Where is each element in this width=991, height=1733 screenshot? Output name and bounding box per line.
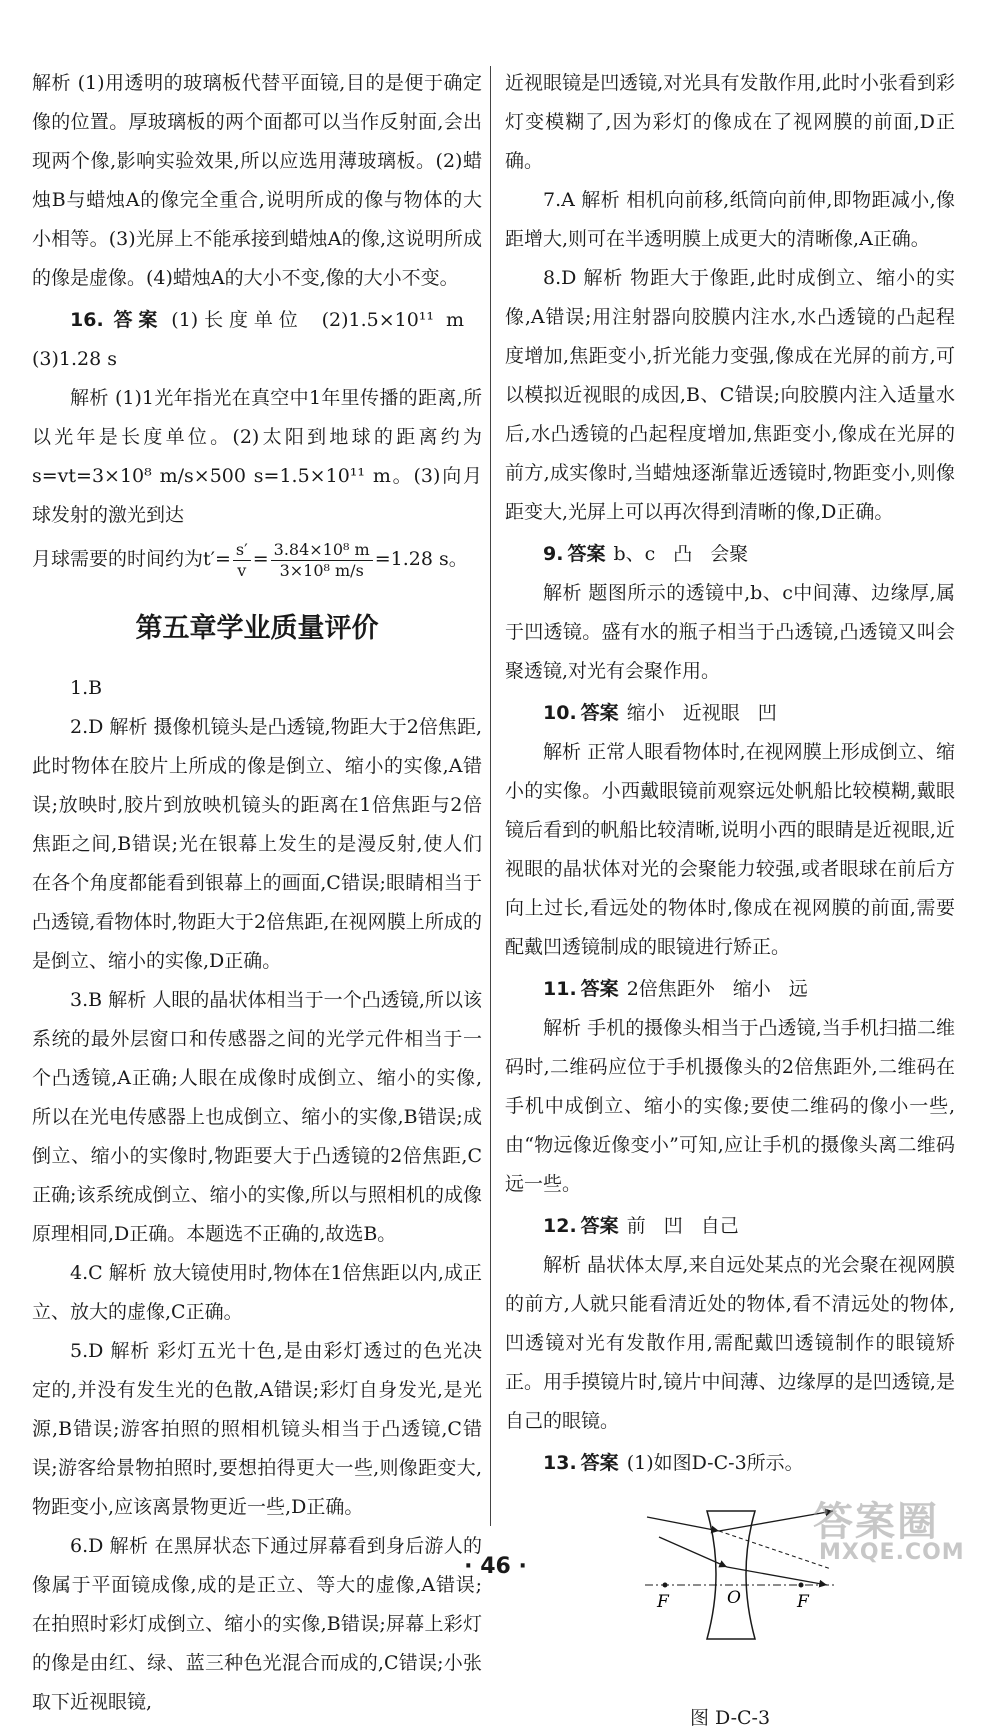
q5-answer: 5.D 解析 彩灯五光十色,是由彩灯透过的色光决定的,并没有发生光的色散,A错误;彩灯自身发光,是光源,B错误;游客拍照的照相机镜头相当于凸透镜,C错误;游客给景物拍照时,要想拍得更大一些,则像距变大,物距变小,应该离景物更近一些,D正确。 (32, 1340, 482, 1518)
watermark-en: MXQE.COM (819, 1540, 965, 1565)
label-f-left: F (657, 1592, 669, 1612)
column-divider (490, 66, 491, 1526)
chapter-title: 第五章学业质量评价 (135, 613, 379, 644)
watermark-logo (813, 1490, 963, 1570)
q16-answer: 16. 答案 (1)长度单位 (2)1.5×10¹¹ m(3)1.28 s (32, 309, 464, 370)
q8-answer: 8.D 解析 物距大于像距,此时成倒立、缩小的实像,A错误;用注射器向胶膜内注水,水凸透镜的凸起程度增加,焦距变小,折光能力变强,像成在光屏的前方,可以模拟近视眼的成因,B、C错误;向胶膜内注入适量水后,水凸透镜的凸起程度增加,焦距变小,像成在光屏的前方,成实像时,当蜡烛逐渐靠近透镜时,物距变小,则像距变大,光屏上可以再次得到清晰的像,D正确。 (505, 267, 955, 523)
q2-answer: 2.D 解析 摄像机镜头是凸透镜,物距大于2倍焦距,此时物体在胶片上所成的像是倒立、缩小的实像,A错误;放映时,胶片到放映机镜头的距离在1倍焦距与2倍焦距之间,B错误;光在银幕上发生的是漫反射,使人们在各个角度都能看到银幕上的画面,C错误;眼睛相当于凸透镜,看物体时,物距大于2倍焦距,在视网膜上所成的是倒立、缩小的实像,D正确。 (32, 716, 482, 972)
q16-analysis: 解析 (1)1光年指光在真空中1年里传播的距离,所以光年是长度单位。(2)太阳到地球的距离约为s=vt=3×10⁸ m/s×500 s=1.5×10¹¹ m。(3)向月球发射的激光到达 (32, 387, 482, 526)
q16-formula: 月球需要的时间约为t′= $\frac{s'}{v}$ = $\frac{\text{3.84×10⁸ m}}{\text{3×10⁸ m/s}}$ =1.28 s。 (32, 539, 468, 580)
label-o: O (727, 1588, 741, 1608)
q12-answer: 12. 答案 前 凹 自己 (543, 1215, 739, 1237)
q10-answer: 10. 答案 缩小 近视眼 凹 (543, 702, 777, 724)
fraction-s-over-v: $\frac{s'}{v}$ (233, 540, 251, 581)
q6-continued: 近视眼镜是凹透镜,对光具有发散作用,此时小张看到彩灯变模糊了,因为彩灯的像成在了视网膜的前面,D正确。 (505, 72, 955, 172)
q9-answer: 9. 答案 b、c 凸 会聚 (543, 543, 749, 565)
analysis-q15-text: 解析 (1)用透明的玻璃板代替平面镜,目的是便于确定像的位置。厚玻璃板的两个面都可以当作反射面,会出现两个像,影响实验效果,所以应选用薄玻璃板。(2)蜡烛B与蜡烛A的像完全重合,说明所成的像与物体的大小相等。(3)光屏上不能承接到蜡烛A的像,这说明所成的像是虚像。(4)蜡烛A的大小不变,像的大小不变。 (32, 72, 482, 289)
right-column (505, 64, 955, 1733)
q13-answer: 13. 答案 (1)如图D-C-3所示。 (543, 1452, 804, 1474)
q9-analysis: 解析 题图所示的透镜中,b、c中间薄、边缘厚,属于凹透镜。盛有水的瓶子相当于凸透镜,凸透镜又叫会聚透镜,对光有会聚作用。 (505, 582, 955, 682)
page-number: · 46 · (464, 1554, 527, 1579)
incident-ray-1 (647, 1517, 719, 1531)
figure-caption: 图 D-C-3 (689, 1707, 771, 1729)
focal-point-left (663, 1583, 668, 1588)
q4-answer: 4.C 解析 放大镜使用时,物体在1倍焦距以内,成正立、放大的虚像,C正确。 (32, 1262, 482, 1323)
left-column (32, 64, 482, 1722)
q11-answer: 11. 答案 2倍焦距外 缩小 远 (543, 978, 808, 1000)
q11-analysis: 解析 手机的摄像头相当于凸透镜,当手机扫描二维码时,二维码应位于手机摄像头的2倍焦距外,二维码在手机中成倒立、缩小的实像;要使二维码的像小一些,由“物远像近像变小”可知,应让手机的摄像头离二维码远一些。 (505, 1017, 955, 1195)
label-f-right: F (797, 1592, 809, 1612)
q7-answer: 7.A 解析 相机向前移,纸筒向前伸,即物距减小,像距增大,则可在半透明膜上成更大的清晰像,A正确。 (505, 189, 955, 250)
q6-answer: 6.D 解析 在黑屏状态下通过屏幕看到身后游人的像属于平面镜成像,成的是正立、等大的虚像,A错误;在拍照时彩灯成倒立、缩小的实像,B错误;屏幕上彩灯的像是由红、绿、蓝三种色光混合而成的,C错误;小张取下近视眼镜, (32, 1535, 482, 1713)
watermark-cn: 答案圈 (813, 1499, 939, 1545)
focal-point-right (799, 1583, 804, 1588)
q10-analysis: 解析 正常人眼看物体时,在视网膜上形成倒立、缩小的实像。小西戴眼镜前观察远处帆船比较模糊,戴眼镜后看到的帆船比较清晰,说明小西的眼睛是近视眼,近视眼的晶状体对光的会聚能力较强,或者眼球在前后方向上过长,看远处的物体时,像成在视网膜的前面,需要配戴凹透镜制成的眼镜进行矫正。 (505, 741, 955, 958)
q1-answer: 1.B (70, 677, 103, 699)
q12-analysis: 解析 晶状体太厚,来自远处某点的光会聚在视网膜的前方,人就只能看清近处的物体,看不清远处的物体,凹透镜对光有发散作用,需配戴凹透镜制作的眼镜矫正。用手摸镜片时,镜片中间薄、边缘厚的是凹透镜,是自己的眼镜。 (505, 1254, 955, 1432)
q3-answer: 3.B 解析 人眼的晶状体相当于一个凸透镜,所以该系统的最外层窗口和传感器之间的光学元件相当于一个凸透镜,A正确;人眼在成像时成倒立、缩小的实像,所以在光电传感器上也成倒立、缩小的实像,B错误;成倒立、缩小的实像时,物距要大于凸透镜的2倍焦距,C正确;该系统成倒立、缩小的实像,所以与照相机的成像原理相同,D正确。本题选不正确的,故选B。 (32, 989, 482, 1245)
fraction-distance-over-speed: $\frac{\text{3.84×10⁸ m}}{\text{3×10⁸ m/s}}$ (271, 540, 373, 581)
